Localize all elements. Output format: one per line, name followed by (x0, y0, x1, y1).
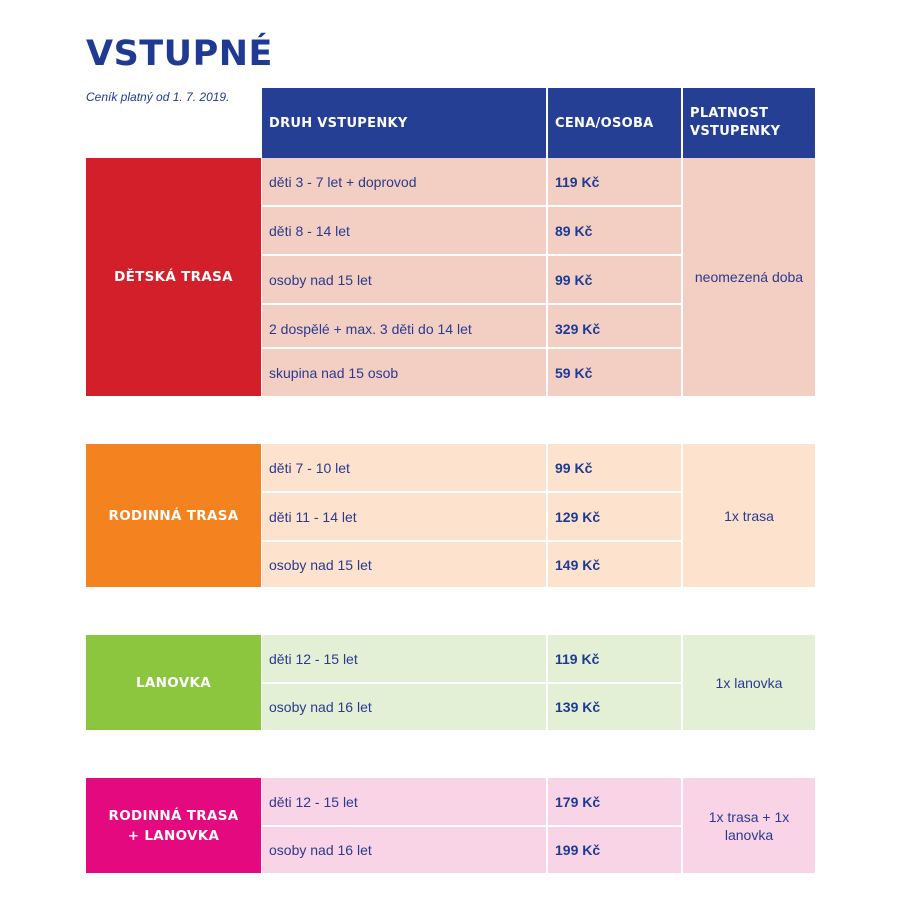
table-row (262, 305, 681, 352)
column-divider (546, 158, 548, 396)
column-divider (546, 444, 548, 587)
section-label (86, 444, 261, 587)
header-validity-line1: PLATNOST (690, 106, 769, 121)
ticket-validity (683, 778, 815, 873)
ticket-price: 199 Kč (555, 842, 601, 858)
ticket-validity: 1x trasa (724, 507, 774, 524)
header-price-per-person: CENA/OSOBA (548, 88, 681, 158)
ticket-price: 329 Kč (555, 320, 601, 337)
section-rows (262, 158, 815, 396)
price-list-validity-note: Ceník platný od 1. 7. 2019. (86, 90, 230, 104)
ticket-price: 149 Kč (555, 556, 601, 573)
page-title: VSTUPNÉ (86, 34, 273, 74)
table-row (262, 349, 681, 396)
ticket-type: děti 8 - 14 let (269, 222, 350, 239)
table-header (262, 88, 815, 158)
section-label (86, 778, 261, 873)
section-rows (262, 635, 815, 730)
section-label (86, 635, 261, 730)
table-row (262, 635, 681, 682)
table-row (262, 684, 681, 730)
table-row (262, 444, 681, 491)
section-rows (262, 778, 815, 873)
section-label-line1: RODINNÁ TRASA (108, 807, 239, 824)
ticket-validity: 1x lanovka (715, 674, 783, 691)
ticket-price: 179 Kč (555, 793, 601, 810)
section-label-text: DĚTSKÁ TRASA (114, 269, 233, 285)
ticket-validity: neomezená doba (694, 269, 804, 285)
column-divider (546, 635, 548, 730)
section-detska-trasa (86, 158, 815, 396)
section-lanovka (86, 635, 815, 730)
table-row (262, 158, 681, 205)
table-row (262, 207, 681, 254)
ticket-price: 119 Kč (555, 173, 600, 190)
header-ticket-validity (683, 88, 815, 158)
section-label-line2: + LANOVKA (127, 827, 220, 844)
section-label-text: LANOVKA (136, 674, 211, 691)
ticket-price: 89 Kč (555, 222, 593, 239)
section-label (86, 158, 261, 396)
section-rodinna-trasa-lanovka (86, 778, 815, 873)
ticket-type: 2 dospělé + max. 3 děti do 14 let (269, 320, 472, 337)
ticket-type: osoby nad 16 let (269, 842, 372, 858)
column-divider (546, 778, 548, 873)
validity-line2: lanovka (724, 826, 774, 843)
table-row (262, 493, 681, 540)
ticket-price: 99 Kč (555, 459, 593, 476)
ticket-type: osoby nad 15 let (269, 271, 372, 288)
header-ticket-type: DRUH VSTUPENKY (262, 88, 546, 158)
table-row (262, 827, 681, 873)
header-validity-line2: VSTUPENKY (690, 124, 781, 139)
ticket-type: děti 12 - 15 let (269, 650, 358, 667)
ticket-type: osoby nad 15 let (269, 556, 372, 573)
ticket-type: osoby nad 16 let (269, 699, 372, 715)
ticket-type: děti 11 - 14 let (269, 508, 357, 525)
ticket-type: děti 7 - 10 let (269, 459, 350, 476)
ticket-price: 99 Kč (555, 271, 593, 288)
ticket-type: děti 12 - 15 let (269, 793, 358, 810)
ticket-price: 129 Kč (555, 508, 601, 525)
ticket-price: 139 Kč (555, 699, 601, 715)
table-row (262, 256, 681, 303)
section-rows (262, 444, 815, 587)
section-label-text: RODINNÁ TRASA (108, 507, 239, 524)
ticket-type: děti 3 - 7 let + doprovod (269, 173, 417, 190)
section-rodinna-trasa (86, 444, 815, 587)
ticket-type: skupina nad 15 osob (269, 364, 399, 381)
ticket-price: 119 Kč (555, 650, 600, 667)
ticket-price: 59 Kč (555, 364, 593, 381)
table-row (262, 542, 681, 587)
validity-line1: 1x trasa + 1x (708, 808, 790, 825)
table-row (262, 778, 681, 825)
